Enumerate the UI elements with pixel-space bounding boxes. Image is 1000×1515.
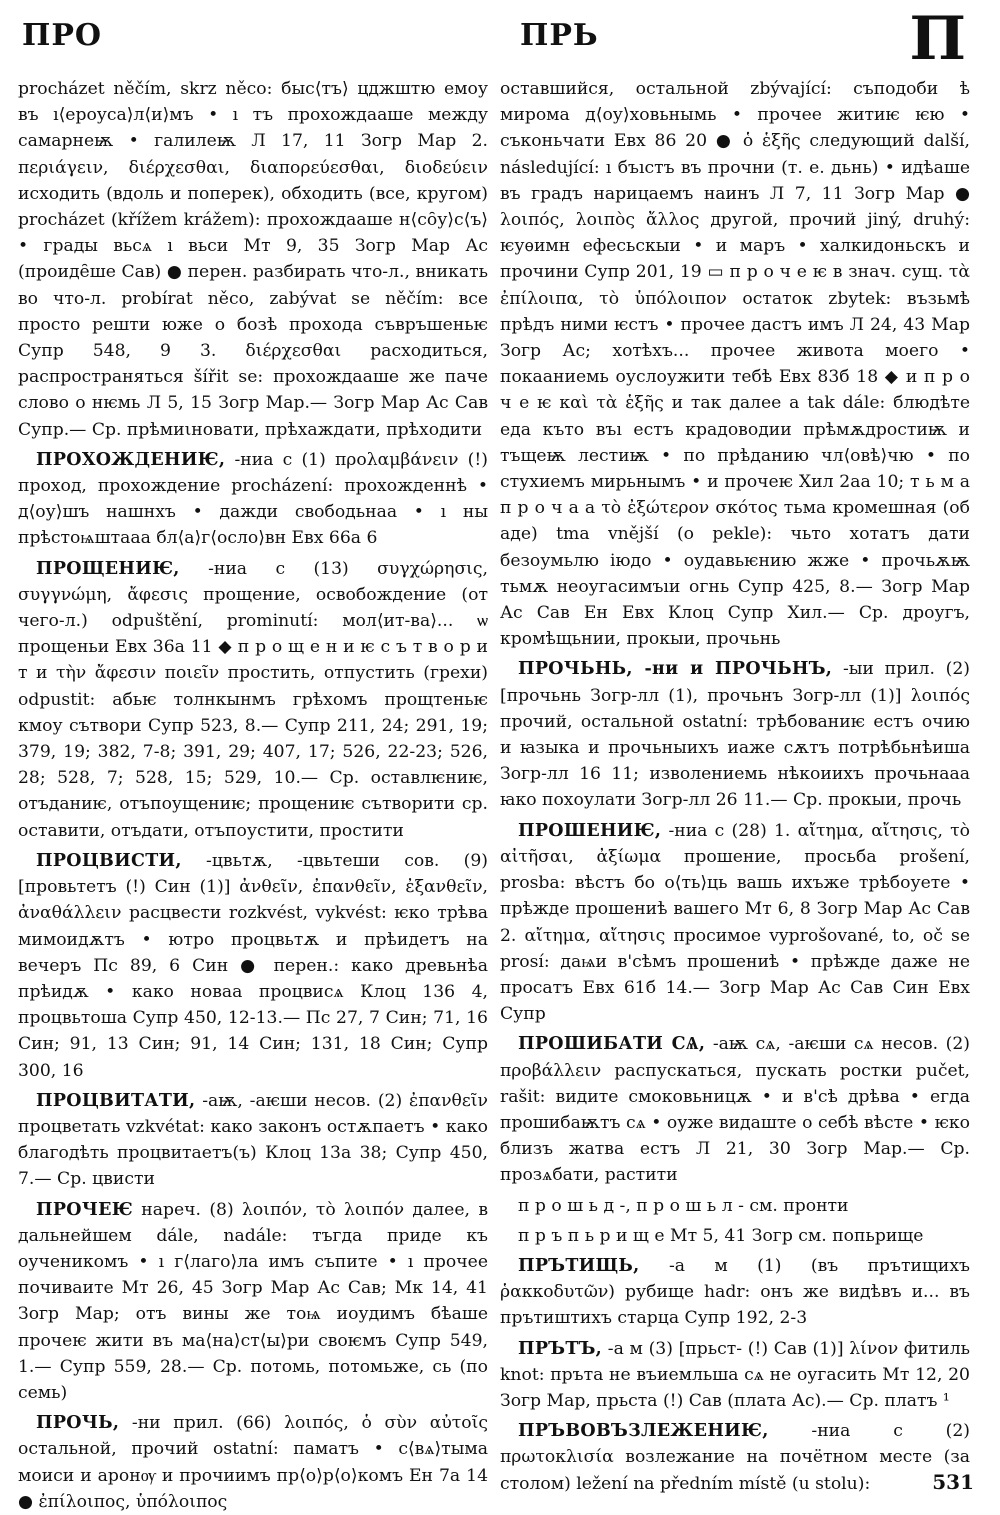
- entry-headword: ПРОЧЬНЬ, -ни и ПРОЧЬНЪ,: [518, 659, 833, 680]
- section-letter: П: [909, 4, 966, 74]
- dictionary-entry: [500, 656, 970, 813]
- running-head-center: ПРЬ: [520, 18, 599, 53]
- entry-headword: ПРОЧЕѤ: [36, 1199, 133, 1220]
- entry-headword: ПРОЩЕНИѤ,: [36, 558, 180, 579]
- running-head-left: ПРО: [22, 18, 103, 53]
- entry-body: -аѭ, -аѥши несов. (2) ἐπανθεῖν процветать vzkvétat: како законъ остѫпаетъ • како благодѣть процвитаетъ(ъ) Клоц 13а 38; Супр 450, 7.— Ср. цвисти: [18, 1090, 488, 1190]
- dictionary-entry: [18, 76, 488, 443]
- dictionary-entry: [500, 1031, 970, 1188]
- entry-body: -а м (3) [прьст- (!) Сав (1)] λίνον фитиль knot: пръта не въиемльша сѧ не оугасить Мт 12, 20 Зогр Мар, прьста (!) Сав (плата Ас).— Ср. платъ ¹: [500, 1338, 970, 1411]
- cross-reference: [500, 1223, 970, 1249]
- cross-reference: [500, 1193, 970, 1219]
- page-number: 531: [932, 1470, 974, 1494]
- entry-body: -цвьтѫ, -цвьтеши сов. (9) [провьтетъ (!) Син (1)] ἀνθεῖν, ἐπανθεῖν, ἐξανθεῖν, ἀναθάλλειν расцвести rozkvést, vykvést: ѥко трѣва мимоидѫтъ • ютро процвьтѫ и прѣидетъ на вечеръ Пс 89, 6 Син ● перен.: како древьнѣа прѣидѫ • како новаа процвисѧ Клоц 136 4, процвьтоша Супр 450, 12-13.— Пс 27, 7 Син; 71, 16 Син; 91, 13 Син; 91, 14 Син; 131, 18 Син; Супр 300, 16: [18, 850, 488, 1081]
- dictionary-entry: [500, 818, 970, 1028]
- dictionary-entry: [18, 1410, 488, 1515]
- dictionary-entry: [500, 76, 970, 652]
- entry-headword: ПРЪТЪ,: [518, 1338, 603, 1359]
- entry-headword: ПРОЦВИТАТИ,: [36, 1090, 196, 1111]
- dictionary-entry: [500, 1418, 970, 1497]
- entry-body: -ниа с (28) 1. αἴτημα, αἴτησις, τὸ αἰτῆσαι, ἀξίωμα прошение, просьба prošení, prosba: вѣстъ бо о⟨ть⟩ць вашь ихъже трѣбоуете • прѣжде прошениѣ вашего Мт 6, 8 Зогр Мар Ас Сав 2. αἴτημα, αἴτησις просимое vyprošované, to, oč se prosí: даѩи в'сѣмъ прошениѣ • прѣжде даже не просатъ Евх 61б 14.— Зогр Мар Ас Сав Син Евх Супр: [500, 820, 970, 1025]
- entry-headword: ПРЪТИЩЬ,: [518, 1255, 640, 1276]
- entry-headword: ПРОЦВИСТИ,: [36, 850, 182, 871]
- dictionary-entry: [18, 447, 488, 552]
- entry-body: -аѭ сѧ, -аѥши сѧ несов. (2) προβάλλειν распускаться, пускать ростки pučet, rašit: видите смоковьницѫ • и в'сѣ дрѣва • егда прошибаѭтъ сѧ • оуже видаште о себѣ вѣсте • ѥко близъ жатва естъ Л 21, 30 Зогр Мар.— Ср. прозѧбати, растити: [500, 1034, 971, 1186]
- entry-body: п р о ш ь д -, п р о ш ь л - см. пронти: [518, 1195, 849, 1216]
- entry-body: оставшийся, остальной zbývající: съподоби ѣ мирома д⟨оу⟩ховьнымь • прочее житиѥ ѥю • съконьчати Евх 86 20 ● ὁ ἑξῆς следующий další, následující: ı бъıстъ въ прочни (т. е. дьнь) • идѣаше въ градъ нарицаемъ наинъ Л 7, 11 Зогр Мар ● λοιπός, λοιπὸς ἄλλος другой, прочий jiný, druhý: ѥуѳимн ефесьскыи • и маръ • халкидоньскъ и прочини Супр 201, 19 ▭ п р о ч е ѥ в знач. сущ. τὰ ἐπίλοιπα, τὸ ὑπόλοιπον остаток zbytek: възьмѣ прѣдъ ними ѥстъ • прочее дастъ имъ Л 24, 43 Мар Зогр Ас; хотѣхъ... прочее живота моего • покааниемь оуслоужити тебѣ Евх 83б 18 ◆ и п р о ч е ѥ καὶ τὰ ἑξῆς и так далее a tak dále: блюдѣте еда къто въı естъ крадоводии прѣмѫдростиѭ и тъщеѭ лестиѭ • по прѣданию чл⟨овѣ⟩чю • по стухиемъ мирьнымъ • и прочеѥ Хил 2аа 10; т ь м а п р о ч а а τὸ ἐξώτερον σκότος тьма кромешная (об аде) tma vnější (o pekle): чьто хотатъ дати безоумьлю іюдо • оудавьѥнию жже • прочьѫѭ тьмѫ неоугасимъıи огнь Супр 425, 8.— Зогр Мар Ас Сав Ен Евх Клоц Супр Хил.— Ср. дроугъ, кромѣщьнии, прокыи, прочьнь: [500, 79, 970, 650]
- dictionary-entry: [18, 556, 488, 844]
- entry-body: procházet něčím, skrz něco: быс⟨тъ⟩ цджштю емоу въ ı⟨ероуса⟩л⟨и⟩мъ • ı тъ прохождааше между самарнеѭ • галилеѭ Л 17, 11 Зогр Мар 2. περιάγειν, διέρχεσθαι, διαπορεύεσθαι, διοδεύειν исходить (вдоль и поперек), обходить (все, кругом) procházet (křížem krážem): прохождааше н⟨со̑у⟩с⟨ъ⟩ • грады вьсѧ ı вьси Мт 9, 35 Зогр Мар Ас (проиде̑ше Сав) ● перен. разбирать что-л., вникать во что-л. probírat něco, zabývat se něčím: все просто решти юже о бозѣ прохода съвръшеньѥ Супр 548, 9 3. διέρχεσθαι расходиться, распространяться šířit se: прохождааше же паче слово о нѥмь Л 5, 15 Зогр Мар.— Зогр Мар Ас Сав Супр.— Ср. прѣмиιновати, прѣхаждати, прѣходити: [18, 79, 488, 440]
- dictionary-entry: [18, 1088, 488, 1193]
- entry-body: -ниа с (2) πρωτοκλισία возлежание на почётном месте (за столом) ležení na předním místě (u stolu):: [500, 1421, 970, 1494]
- entry-body: -ыи прил. (2) [прочьнь Зогр-лл (1), прочьнъ Зогр-лл (1)] λοιπός прочий, остальной ostatní: трѣбованиѥ естъ очию и ꙗзыка и прочьныихъ иаже сѫтъ потрѣбьнѣиша Зогр-лл 16 11; изволениемь нѣкоиихъ прочьнааа ꙗко похоулати Зогр-лл 26 11.— Ср. прокыи, прочь: [500, 659, 971, 811]
- dictionary-entry: [500, 1336, 970, 1415]
- entry-headword: ПРОХОЖДЕНИѤ,: [36, 449, 226, 470]
- entry-headword: ПРОШЕНИѤ,: [518, 820, 662, 841]
- entry-body: -ни прил. (66) λοιπός, ὁ σὺν αὐτοῖς остальной, прочий ostatní: паматъ • с⟨вѧ⟩тыма моиси и аронѹ и прочиимъ пр⟨о⟩р⟨о⟩комъ Ен 7а 14 ● ἐπίλοιπος, ὑπόλοιπος: [18, 1413, 488, 1512]
- left-column: [18, 76, 489, 1512]
- entry-headword: ПРОЧЬ,: [36, 1413, 120, 1434]
- entry-body: п р ъ п ь р и щ е Мт 5, 41 Зогр см. попьрище: [518, 1225, 924, 1246]
- entry-body: нареч. (8) λοιπόν, τὸ λοιπόν далее, в дальнейшем dále, nadále: тъгда приде къ оученикомъ • ı г⟨лаго⟩ла имъ съпите • ı прочее почиваите Мт 26, 45 Зогр Мар Ас Сав; Мк 14, 41 Зогр Мар; отъ вины же тоѩ иоудимъ бѣаше прочеѥ жити въ ма⟨на⟩ст⟨ы⟩ри своѥмъ Супр 549, 1.— Супр 559, 28.— Ср. потомь, потомьже, сь (по семь): [18, 1199, 488, 1403]
- entry-body: -а м (1) (въ прътищихъ ῥακκοδυτῶν) рубище hadr: онъ же видѣвъ и... въ прътиштихъ старца Супр 192, 2-3: [500, 1255, 970, 1329]
- entry-body: -ниа с (13) συγχώρησις, συγγνώμη, ἄφεσις прощение, освобождение (от чего-л.) odpuštění, prominutí: мол⟨ит-ва⟩... ѡ прощеньи Евх 36а 11 ◆ п р о щ е н и ѥ с ъ т в о р и т и τὴν ἄφεσιν ποιεῖν простить, отпустить (грехи) odpustit: абьѥ толнкынмъ грѣхомъ прощтеньѥ кмоу сътвори Супр 523, 8.— Супр 211, 24; 291, 19; 379, 19; 382, 7-8; 391, 29; 407, 17; 526, 22-23; 526, 28; 528, 7; 528, 15; 529, 10.— Ср. оставлѥниѥ, отъданиѥ, отъпоущениѥ; прощениѥ сътворити ср. оставити, отъдати, отъпоустити, простити: [18, 558, 489, 841]
- entry-headword: ПРЪВОВЪЗЛЕЖЕНИѤ,: [518, 1421, 769, 1442]
- dictionary-entry: [18, 1197, 488, 1407]
- dictionary-entry: [18, 848, 488, 1084]
- entry-headword: ПРОШИБАТИ СѦ,: [518, 1034, 706, 1055]
- dictionary-entry: [500, 1253, 970, 1332]
- entry-body: -ниа с (1) προλαμβάνειν (!) проход, прохождение procházení: прохожденнѣ • д⟨оу⟩шъ нашнхъ • дажди свободьнаа • ı ны прѣстоѩштааа бл⟨а⟩г⟨осло⟩вн Евх 66а 6: [18, 449, 488, 549]
